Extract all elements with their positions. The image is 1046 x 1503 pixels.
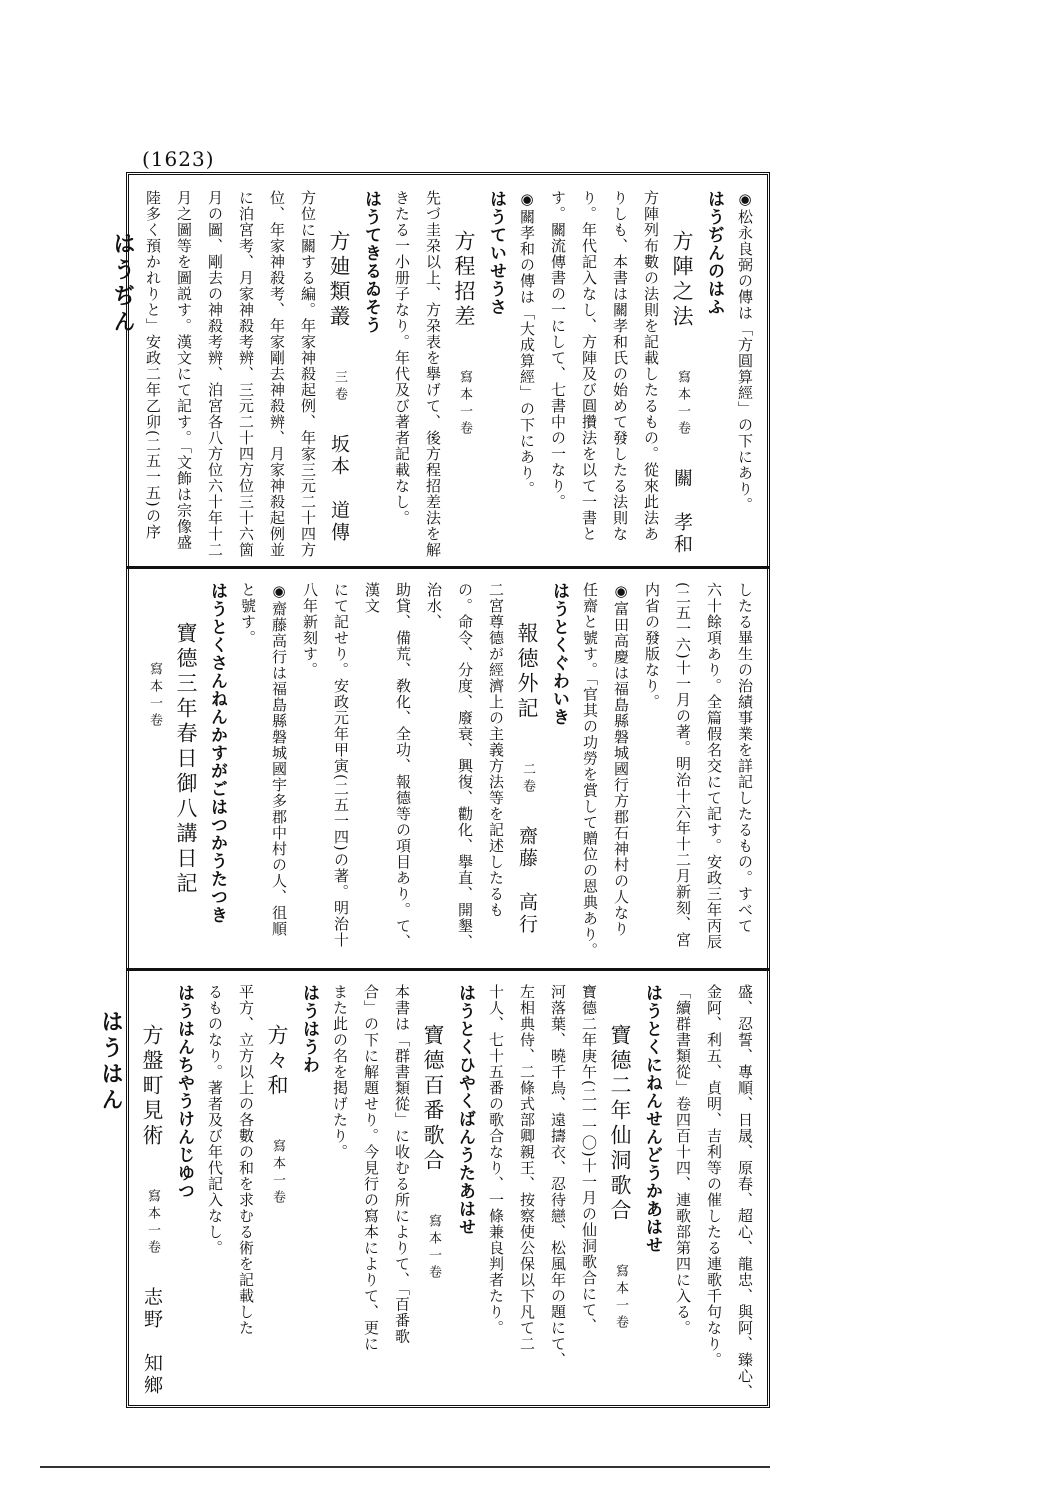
body-text-line: り。年代記入なし、方陣及び圓攢法を以て一書と <box>580 190 598 542</box>
body-text-line: に泊宮考、月家神殺考辨、三元二十四方位三十六箇 <box>237 190 255 558</box>
body-text-line: (二五一六)十一月の著。明治十六年十二月新刻、宮 <box>674 582 692 948</box>
body-text-line: ◉關孝和の傳は「大成算經」の下にあり。 <box>518 190 536 497</box>
body-text-line: 六十餘項あり。全篇假名交にて記す。安政三年丙辰 <box>705 582 723 950</box>
body-text-line: ◉松永良弼の傳は「方圓算經」の下にあり。 <box>736 190 754 513</box>
body-text-line: 合」の下に解題せり。今見行の寫本によりて、更に <box>362 984 380 1352</box>
entry-title-line <box>323 190 355 560</box>
entry-reading: はうていせうさ <box>486 190 506 316</box>
body-text-line: と號す。 <box>239 582 257 646</box>
body-text-line: 月之圖等を圖説す。漢文にて記す。「文飾は宗像盛 <box>175 190 193 551</box>
entry-volumes: 寫本一卷 <box>613 1264 628 1332</box>
body-text-line: 内省の發版なり。 <box>643 582 661 710</box>
entry-volumes: 寫本一卷 <box>426 1214 441 1282</box>
body-text-line: 河落葉、曉千鳥、遠擣衣、忍待戀、松風年の題にて、 <box>549 984 567 1368</box>
entry-volumes: 寫本一卷 <box>457 370 472 438</box>
entry-title: 方陣之法 <box>670 230 694 330</box>
section-top <box>140 190 760 560</box>
section-divider-1 <box>126 566 770 569</box>
entry-title-line <box>666 190 698 560</box>
body-text-line: にて記せり。安政元年甲寅(二五一四)の著。明治十 <box>332 582 350 948</box>
body-text-line: 盛、忍誓、專順、日晟、原春、超心、龍忠、與阿、臻心、 <box>736 984 754 1400</box>
entry-reading: はうとくさんねんかすがごはつかうたつき <box>207 582 227 924</box>
body-text-line: また此の名を掲げたり。 <box>331 984 349 1160</box>
body-text-line: 月の圖、剛去の神殺考辨、泊宮各八方位六十年十二 <box>206 190 224 558</box>
body-text-line: 位、年家神殺考、年家剛去神殺辨、月家神殺起例並 <box>268 190 286 558</box>
entry-title: 方程招差 <box>452 230 476 330</box>
entry-title-line <box>261 984 293 1400</box>
entry-reading: はうはんちやうけんじゆつ <box>174 984 194 1200</box>
entry-title-line <box>448 190 480 560</box>
body-text-line: るものなり。著者及び年代記入なし。 <box>206 984 224 1256</box>
entry-title-line <box>417 984 449 1400</box>
entry-title: 寶德百番歌合 <box>421 1024 445 1174</box>
side-label-top: はうぢん <box>110 232 136 336</box>
entry-reading: はうとくにねんせんどうかあはせ <box>642 984 662 1254</box>
body-text-line: 助貸、備荒、敎化、全功、報德等の項目あり。て、漢文 <box>363 582 412 950</box>
entry-title-line <box>140 984 168 1400</box>
entry-title: 寶德二年仙洞歌合 <box>608 1024 632 1224</box>
entry-title: 方盤町見術 <box>140 1024 164 1149</box>
entry-title: 報徳外記 <box>515 622 539 722</box>
body-text-line: りしも、本書は關孝和氏の始めて發したる法則な <box>611 190 629 542</box>
body-text-line: 任齋と號す。「官其の功勞を賞して贈位の恩典あり。 <box>581 582 599 959</box>
body-text-line: 二宮尊德が經濟上の主義方法等を記述したるも <box>487 582 505 918</box>
body-text-line: 十人、七十五番の歌合なり、一條兼良判者たり。 <box>487 984 505 1336</box>
section-middle <box>140 582 760 960</box>
entry-reading: はうてきるゐそう <box>361 190 381 334</box>
entry-reading: はうとくぐわいき <box>549 582 569 726</box>
bottom-rule <box>40 1466 770 1468</box>
body-text-line: 八年新刻す。 <box>301 582 319 678</box>
entry-reading: はうぢんのはふ <box>704 190 724 316</box>
entry-volumes: 二卷 <box>520 762 535 796</box>
body-text-line: す。關流傳書の一にして、七書中の一なり。 <box>549 190 567 510</box>
entry-author: 坂本 道傳 <box>328 434 350 544</box>
entry-title: 方々和 <box>265 1024 289 1099</box>
entry-volumes: 三卷 <box>332 370 347 404</box>
body-text-line: したる畢生の治績事業を詳記したるもの。すべて <box>736 582 754 934</box>
entry-title-line <box>604 984 636 1400</box>
body-text-line: 寶德二年庚午(二一一〇)十一月の仙洞歌合にて、 <box>580 984 598 1334</box>
body-text-line: 本書は「群書類從」に收むる所によりて、「百番歌 <box>393 984 411 1345</box>
entry-volumes: 寫本一卷 <box>675 370 690 438</box>
body-text-line: 方陣列布數の法則を記載したるもの。從來此法あ <box>642 190 660 542</box>
entry-title: 寶德三年春日御八講日記 <box>174 622 198 897</box>
entry-author: 關 孝和 <box>671 468 693 556</box>
section-divider-2 <box>126 968 770 971</box>
body-text-line: 左相典侍、二條式部卿親王、按察使公保以下凡て二 <box>518 984 536 1352</box>
entry-reading: はうとくひやくばんうたあはせ <box>455 984 475 1236</box>
entry-title-line <box>511 582 543 960</box>
section-bottom <box>140 984 760 1400</box>
page-number: (1623) <box>142 147 215 171</box>
body-text-line: の。命令、分度、廢衰、興復、勸化、擧直、開墾、治水、 <box>425 582 474 950</box>
body-text-line: 先づ圭朶以上、方朶表を擧げて、後方程招差法を解 <box>424 190 442 558</box>
body-text-line: ◉富田高慶は福島縣磐城國行方郡石神村の人なり <box>612 582 630 937</box>
entry-volumes: 寫本一卷 <box>145 1189 160 1257</box>
body-text-line: 金阿、利五、貞明、吉利等の催したる連歌千句なり。 <box>705 984 723 1368</box>
entry-reading: はうはうわ <box>299 984 319 1074</box>
body-text-line: きたる一小册子なり。年代及び著者記載なし。 <box>393 190 411 526</box>
side-label-bottom: はうはん <box>98 1010 124 1114</box>
entry-title-line <box>140 582 201 960</box>
entry-author: 志野 知鄉 <box>141 1287 163 1397</box>
entry-volumes: 寫本一卷 <box>270 1139 285 1207</box>
body-text-line: 「續群書類從」卷四百十四、連歌部第四に入る。 <box>674 984 692 1336</box>
entry-volumes: 寫本一卷 <box>147 662 162 730</box>
body-text-line: 陸多く預かれりと」安政二年乙卯(二五一五)の序 <box>144 190 162 540</box>
body-text-line: 方位に關する編。年家神殺起例、年家三元二十四方 <box>299 190 317 558</box>
entry-title: 方廸類叢 <box>327 230 351 330</box>
body-text-line: ◉齋藤高行は福島縣磐城國宇多郡中村の人、徂順 <box>270 582 288 937</box>
body-text-line: 平方、立方以上の各數の和を求むる術を記載した <box>237 984 255 1336</box>
entry-author: 齋藤 高行 <box>516 826 538 936</box>
